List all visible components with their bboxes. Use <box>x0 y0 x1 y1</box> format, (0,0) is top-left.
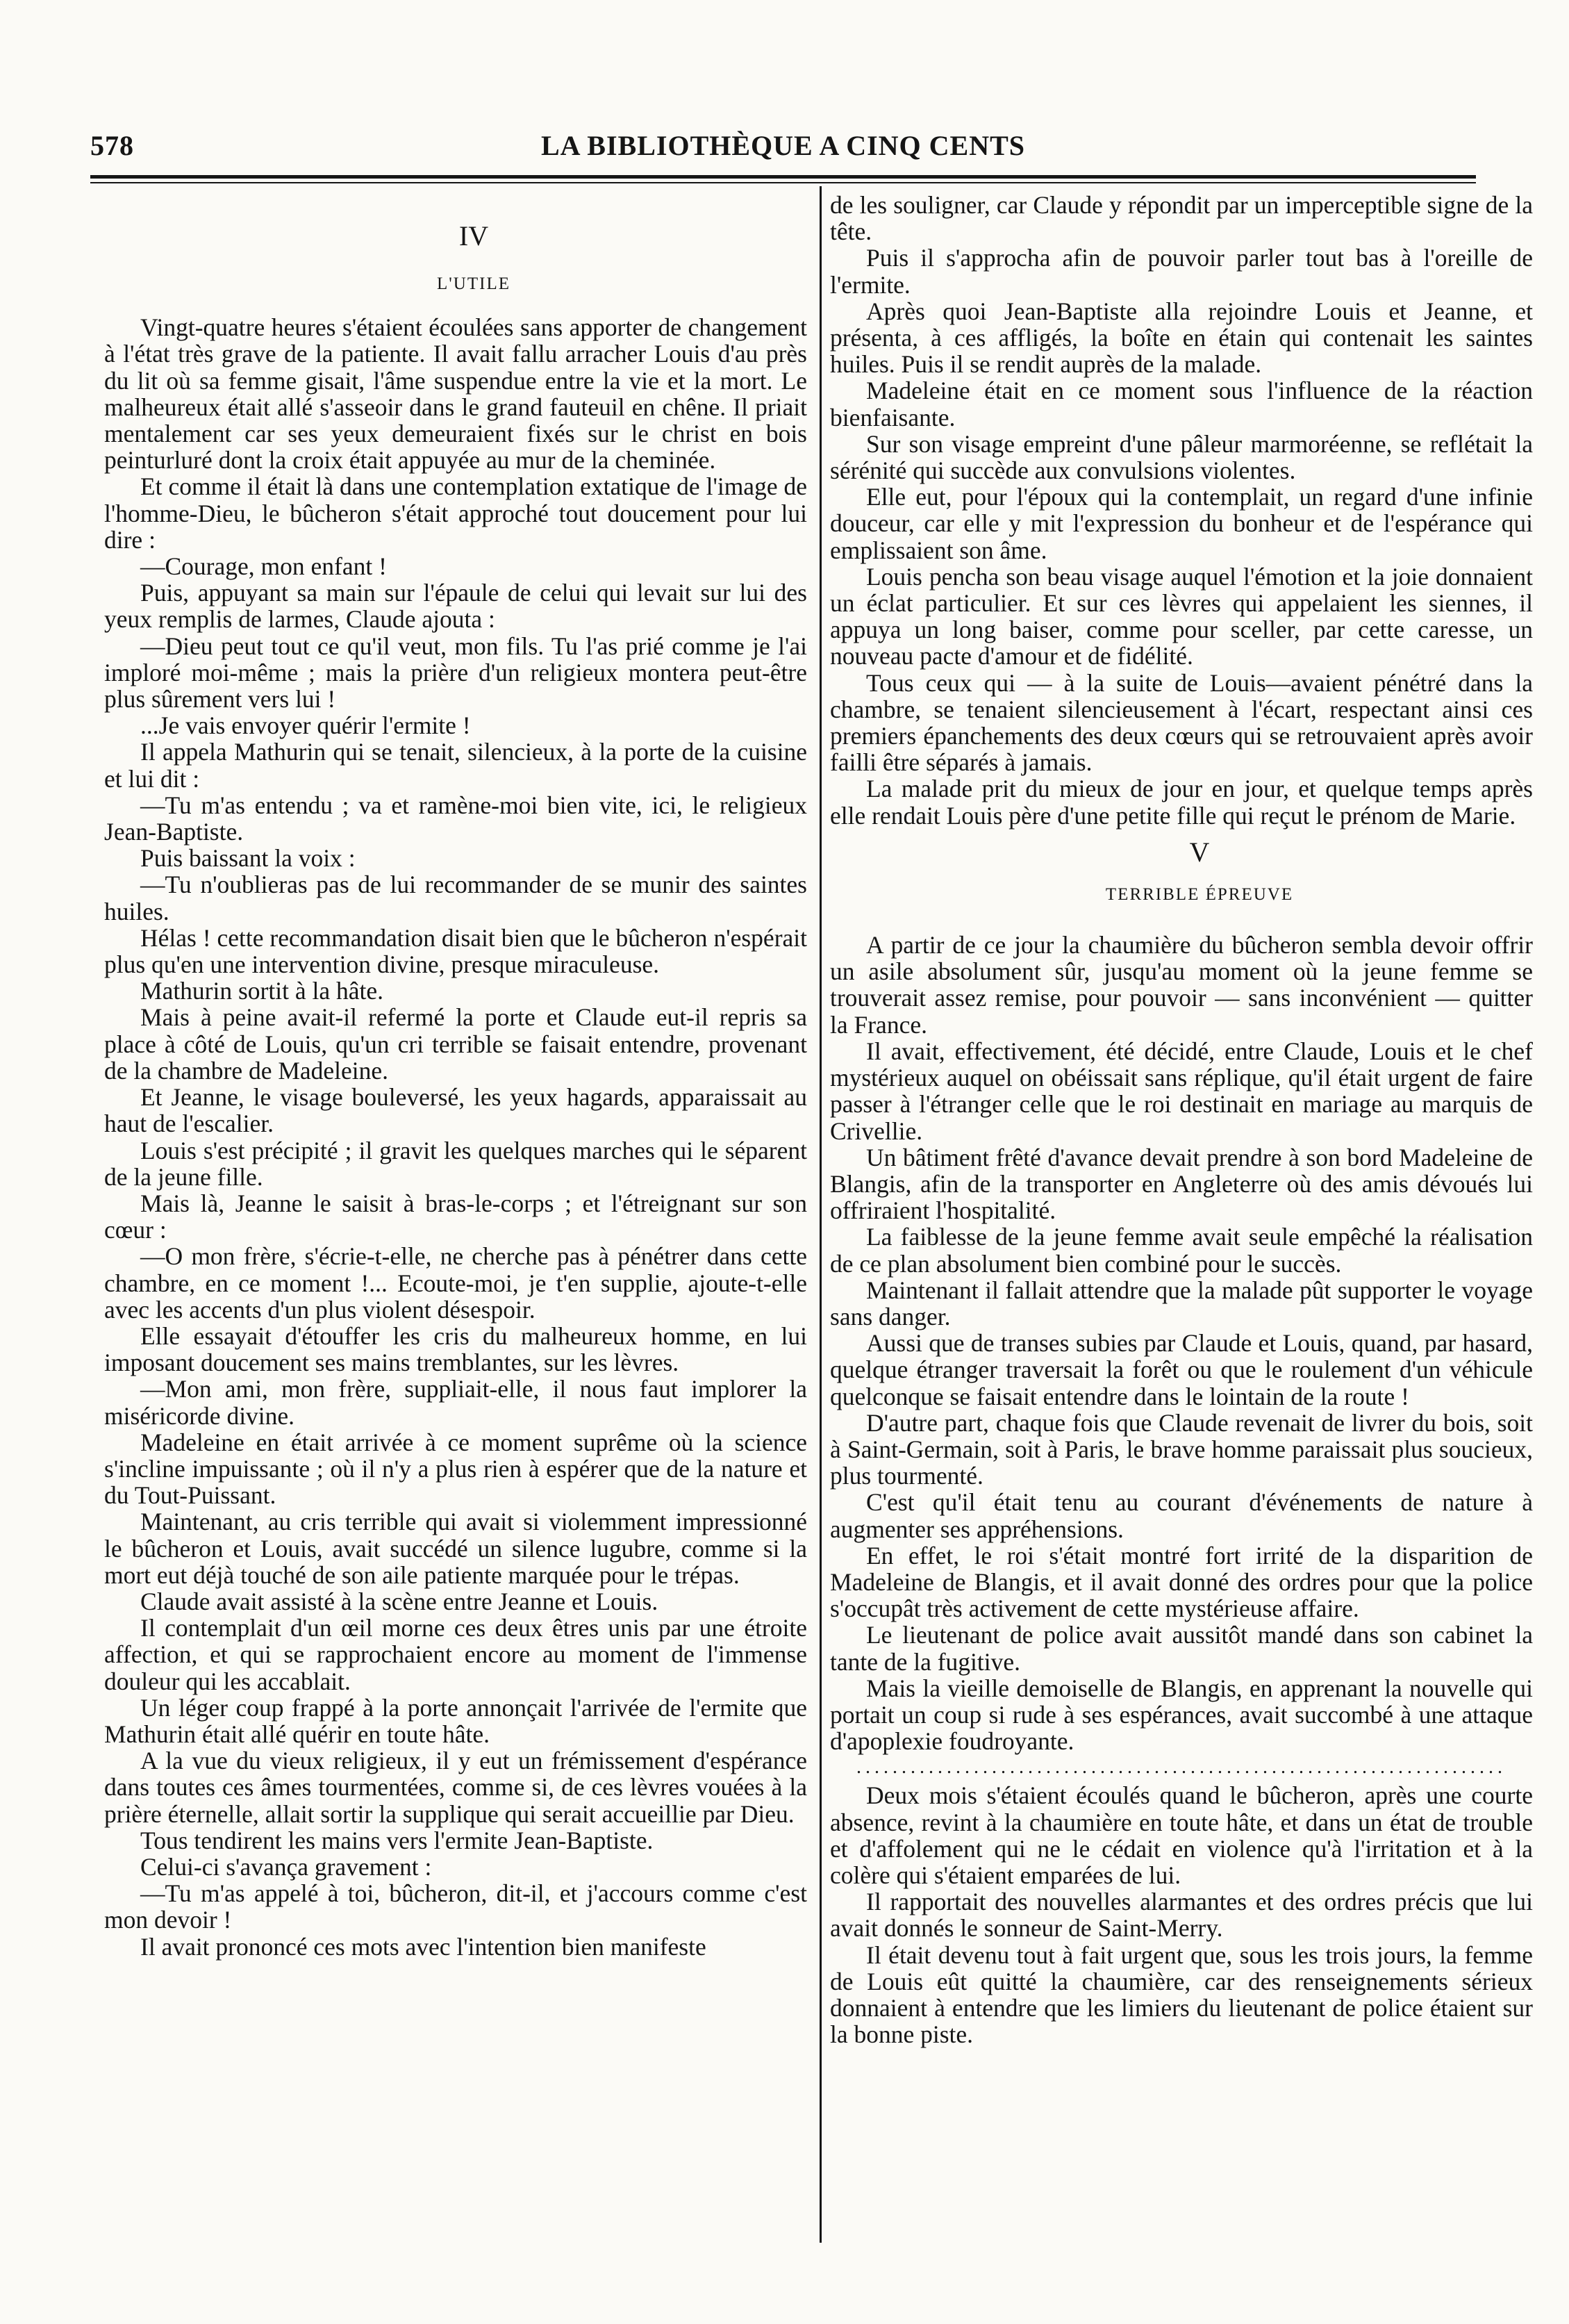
paragraph: Deux mois s'étaient écoulés quand le bûcheron, après une courte absence, revint à la chaumière en toute hâte, et dans un état de trouble et d'affolement qui ne le cédait en violence qu'à l'irritation et à la colère qui s'étaient emparées de lui. <box>830 1781 1533 1889</box>
paragraph: —Tu n'oublieras pas de lui recommander de se munir des saintes huiles. <box>104 871 807 925</box>
right-column <box>830 192 1533 2047</box>
paragraph: Il avait, effectivement, été décidé, entre Claude, Louis et le chef mystérieux auquel on obéissait sans réplique, qu'il était urgent de faire passer à l'étranger celle que le roi destinait en mariage au marquis de Crivellie. <box>830 1037 1533 1145</box>
paragraph: La faiblesse de la jeune femme avait seule empêché la réalisation de ce plan absolument bien combiné pour le succès. <box>830 1223 1533 1278</box>
paragraph: Il contemplait d'un œil morne ces deux êtres unis par une étroite affection, et qui se rapprochaient encore au moment de l'immense douleur qui les accablait. <box>104 1614 807 1695</box>
paragraph: Elle essayait d'étouffer les cris du malheureux homme, en lui imposant doucement ses mains tremblantes, sur les lèvres. <box>104 1321 807 1377</box>
paragraph: A la vue du vieux religieux, il y eut un frémissement d'espérance dans toutes ces âmes tourmentées, comme si, de ces lèvres vouées à la prière éternelle, allait sortir la supplique qui serait accueillie par Dieu. <box>104 1747 807 1828</box>
paragraph: Tous ceux qui — à la suite de Louis—avaient pénétré dans la chambre, se tenaient silencieusement à l'écart, respectant ainsi ces premiers épanchements des deux cœurs qui se retrouvaient après avoir failli être séparés à jamais. <box>830 668 1533 777</box>
paragraph: Le lieutenant de police avait aussitôt mandé dans son cabinet la tante de la fugitive. <box>830 1621 1533 1676</box>
paragraph: Mais la vieille demoiselle de Blangis, en apprenant la nouvelle qui portait un coup si rude à ses espérances, avait succombé à une attaque d'apoplexie foudroyante. <box>830 1674 1533 1756</box>
paragraph: Madeleine en était arrivée à ce moment suprême où la science s'incline impuissante ; où il n'y a plus rien à espérer que de la nature et du Tout-Puissant. <box>104 1428 807 1510</box>
paragraph: Tous tendirent les mains vers l'ermite Jean-Baptiste. <box>140 1826 654 1854</box>
paragraph: Celui-ci s'avança gravement : <box>140 1852 432 1881</box>
column-divider <box>820 186 822 2243</box>
page-number: 578 <box>90 130 134 161</box>
paragraph: Il était devenu tout à fait urgent que, sous les trois jours, la femme de Louis eût quitté la chaumière, car des renseignements sérieux donnaient à entendre que les limiers du lieutenant de police étaient sur la bonne piste. <box>830 1940 1533 2049</box>
paragraph: —Tu m'as appelé à toi, bûcheron, dit-il, et j'accours comme c'est mon devoir ! <box>104 1879 807 1934</box>
paragraph: Mais à peine avait-il refermé la porte et Claude eut-il repris sa place à côté de Louis, qu'un cri terrible se faisait entendre, provenant de la chambre de Madeleine. <box>104 1003 807 1085</box>
paragraph: Louis s'est précipité ; il gravit les quelques marches qui le séparent de la jeune fille. <box>104 1136 807 1191</box>
header-rule-thick <box>90 175 1476 179</box>
paragraph: Puis, appuyant sa main sur l'épaule de celui qui levait sur lui des yeux remplis de larmes, Claude ajouta : <box>104 579 807 634</box>
paragraph: D'autre part, chaque fois que Claude revenait de livrer du bois, soit à Saint-Germain, soit à Paris, le brave homme paraissait plus soucieux, plus tourmenté. <box>830 1408 1533 1490</box>
paragraph: de les souligner, car Claude y répondit par un imperceptible signe de la tête. <box>830 191 1533 246</box>
paragraph: ...Je vais envoyer quérir l'ermite ! <box>140 711 471 740</box>
paragraph: Mais là, Jeanne le saisit à bras-le-corps ; et l'étreignant sur son cœur : <box>104 1189 807 1244</box>
paragraph: Aussi que de transes subies par Claude et Louis, quand, par hasard, quelque étranger traversait la forêt ou que le roulement d'un véhicule quelconque se faisait entendre dans le lointain de la route ! <box>830 1329 1533 1410</box>
paragraph: —Dieu peut tout ce qu'il veut, mon fils. Tu l'as prié comme je l'ai imploré moi-même ; mais la prière d'un religieux montera peut-être plus sûrement vers lui ! <box>104 632 807 714</box>
paragraph: Et Jeanne, le visage bouleversé, les yeux hagards, apparaissait au haut de l'escalier. <box>104 1083 807 1138</box>
paragraph: Après quoi Jean-Baptiste alla rejoindre Louis et Jeanne, et présenta, à ces affligés, la boîte en étain qui contenait les saintes huiles. Puis il se rendit auprès de la malade. <box>830 297 1533 379</box>
paragraph: —Mon ami, mon frère, suppliait-elle, il nous faut implorer la miséricorde divine. <box>104 1375 807 1430</box>
separator-dots: ........................................................................ <box>856 1757 1506 1779</box>
paragraph: En effet, le roi s'était montré fort irrité de la disparition de Madeleine de Blangis, et il avait donné des ordres pour que la police s'occupât très activement de cette mystérieuse affaire. <box>830 1541 1533 1623</box>
paragraph: Vingt-quatre heures s'étaient écoulées sans apporter de changement à l'état très grave de la patiente. Il avait fallu arracher Louis d'au près du lit où sa femme gisait, l'âme suspendue entre la vie et la mort. Le malheureux était allé s'asseoir dans le grand fauteuil en chêne. Il priait mentalement car ses yeux demeuraient fixés sur le christ en bois peinturluré dont la croix était appuyée au mur de la cheminée. <box>104 313 807 475</box>
spacer <box>830 908 1533 932</box>
paragraph: Elle eut, pour l'époux qui la contemplait, un regard d'une infinie douceur, car elle y mit l'expression du bonheur et de l'espérance qui emplissaient son âme. <box>830 483 1533 564</box>
spacer <box>104 192 807 221</box>
paragraph: Maintenant, au cris terrible qui avait si violemment impressionné le bûcheron et Louis, avait succédé un silence lugubre, comme si la mort eut déjà touché de son aile patiente marquée pour le trépas. <box>104 1508 807 1589</box>
header-rule-thin <box>90 182 1476 183</box>
paragraph: —O mon frère, s'écrie-t-elle, ne cherche pas à pénétrer dans cette chambre, en ce moment !... Ecoute-moi, je t'en supplie, ajoute-t-elle avec les accents d'un plus violent désespoir. <box>104 1242 807 1324</box>
paragraph: Il avait prononcé ces mots avec l'intention bien manifeste <box>140 1932 706 1961</box>
paragraph: Puis baissant la voix : <box>140 844 356 873</box>
paragraph: C'est qu'il était tenu au courant d'événements de nature à augmenter ses appréhensions. <box>830 1488 1533 1543</box>
section-title: TERRIBLE ÉPREUVE <box>1105 884 1294 904</box>
paragraph: Mathurin sortit à la hâte. <box>140 977 383 1005</box>
left-column <box>104 192 807 1960</box>
spacer <box>104 297 807 314</box>
paragraph: Louis pencha son beau visage auquel l'émotion et la joie donnaient un éclat particulier. Et sur ces lèvres qui appelaient les siennes, il appuya un long baiser, comme pour sceller, par cette caresse, un nouveau pacte d'amour et de fidélité. <box>830 562 1533 670</box>
paragraph: Madeleine était en ce moment sous l'influence de la réaction bienfaisante. <box>830 377 1533 431</box>
paragraph: Maintenant il fallait attendre que la malade pût supporter le voyage sans danger. <box>830 1276 1533 1330</box>
right-paragraphs-after <box>830 932 1533 1754</box>
right-paragraphs-final <box>830 1782 1533 2047</box>
section-number: IV <box>458 220 489 252</box>
paragraph: —Courage, mon enfant ! <box>140 552 387 581</box>
left-paragraphs <box>104 314 807 1960</box>
running-title: LA BIBLIOTHÈQUE A CINQ CENTS <box>540 130 1026 161</box>
paragraph: Hélas ! cette recommandation disait bien que le bûcheron n'espérait plus qu'en une intervention divine, presque miraculeuse. <box>104 923 807 979</box>
paragraph: Il appela Mathurin qui se tenait, silencieux, à la porte de la cuisine et lui dit : <box>104 738 807 793</box>
paragraph: Puis il s'approcha afin de pouvoir parler tout bas à l'oreille de l'ermite. <box>830 244 1533 299</box>
spacer <box>830 868 1533 882</box>
paragraph: Claude avait assisté à la scène entre Jeanne et Louis. <box>140 1587 658 1615</box>
section-title: L'UTILE <box>437 274 510 293</box>
paragraph: Et comme il était là dans une contemplation extatique de l'image de l'homme-Dieu, le bûcheron s'était approché tout doucement pour lui dire : <box>104 472 807 554</box>
section-number: V <box>1189 836 1210 868</box>
spacer <box>104 252 807 271</box>
paragraph: Il rapportait des nouvelles alarmantes et des ordres précis que lui avait donnés le sonneur de Saint-Merry. <box>830 1888 1533 1943</box>
paragraph: Un léger coup frappé à la porte annonçait l'arrivée de l'ermite que Mathurin était allé quérir en toute hâte. <box>104 1693 807 1748</box>
paragraph: Un bâtiment frêté d'avance devait prendre à son bord Madeleine de Blangis, afin de la transporter en Angleterre où des amis dévoués lui offriraient l'hospitalité. <box>830 1143 1533 1225</box>
paragraph: Sur son visage empreint d'une pâleur marmoréenne, se reflétait la sérénité qui succède aux convulsions violentes. <box>830 429 1533 485</box>
paragraph: La malade prit du mieux de jour en jour, et quelque temps après elle rendait Louis père d'une petite fille qui reçut le prénom de Marie. <box>830 775 1533 830</box>
paragraph: —Tu m'as entendu ; va et ramène-moi bien vite, ici, le religieux Jean-Baptiste. <box>104 791 807 846</box>
right-paragraphs-before <box>830 192 1533 829</box>
spacer <box>830 829 1533 837</box>
paragraph: A partir de ce jour la chaumière du bûcheron sembla devoir offrir un asile absolument sûr, jusqu'au moment où la jeune femme se trouverait assez remise, pour pouvoir — sans inconvénient — quitter la France. <box>830 931 1533 1039</box>
page-header <box>90 129 1476 168</box>
